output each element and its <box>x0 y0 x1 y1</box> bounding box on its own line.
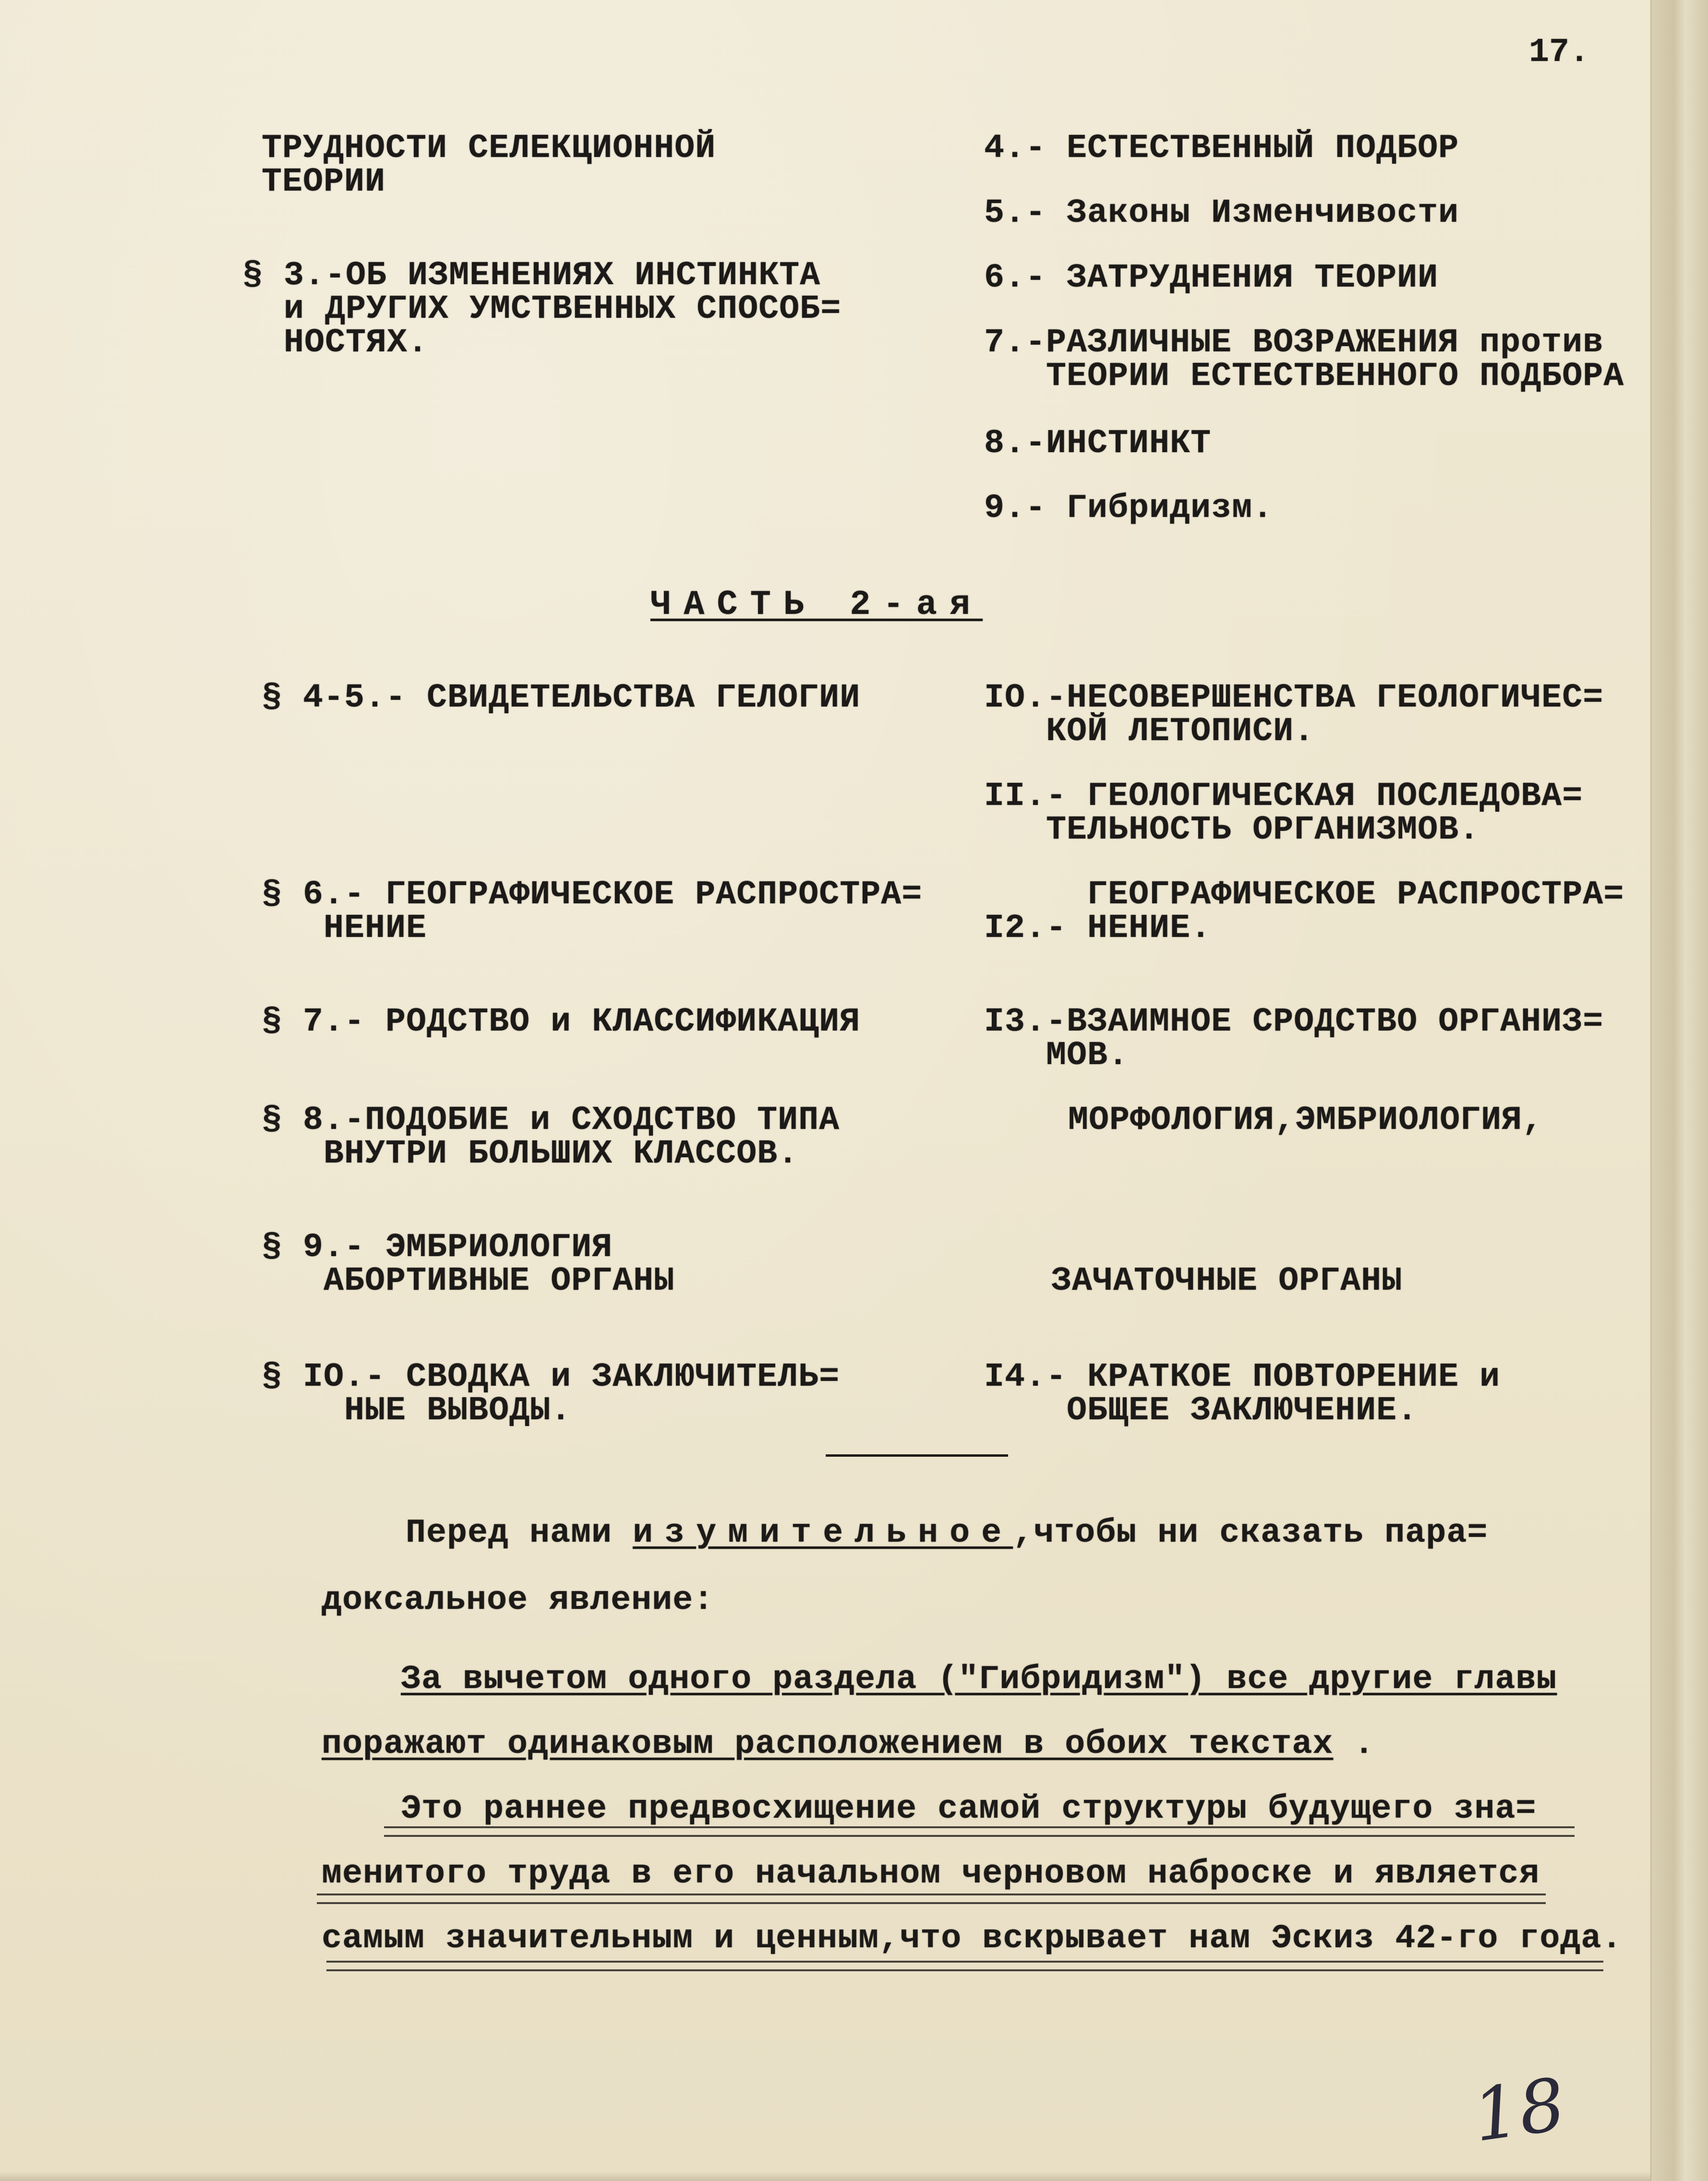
underlined-line-2-tail: . <box>1333 1726 1375 1763</box>
binding-edge <box>1650 0 1708 2181</box>
right-entry-5: 8.-ИНСТИНКТ <box>984 425 1212 463</box>
intro-emphasis: изумительное <box>633 1514 1013 1552</box>
intro-line-2: доксальное явление: <box>322 1582 714 1619</box>
intro-line-1 <box>406 1514 1488 1552</box>
right-entry-1: 4.- ЕСТЕСТВЕННЫЙ ПОДБОР <box>984 130 1459 168</box>
right-entry-12: ЗАЧАТОЧНЫЕ ОРГАНЫ <box>1051 1262 1403 1300</box>
left-entry-8-line-2: НЫЕ ВЫВОДЫ. <box>262 1392 572 1430</box>
right-entry-8-line-2: ТЕЛЬНОСТЬ ОРГАНИЗМОВ. <box>984 811 1480 849</box>
conclusion-double-underline-3 <box>326 1961 1603 1971</box>
conclusion-double-underline-2 <box>317 1893 1546 1904</box>
right-entry-8-line-1: II.- ГЕОЛОГИЧЕСКАЯ ПОСЛЕДОВА= <box>984 778 1583 815</box>
underlined-line-2 <box>322 1728 1374 1762</box>
right-entry-7-line-1: IO.-НЕСОВЕРШЕНСТВА ГЕОЛОГИЧЕС= <box>984 679 1604 717</box>
right-entry-3: 6.- ЗАТРУДНЕНИЯ ТЕОРИИ <box>984 259 1439 297</box>
left-entry-7-line-1: § 9.- ЭМБРИОЛОГИЯ <box>262 1229 613 1267</box>
left-entry-2-line-3: НОСТЯХ. <box>242 324 429 362</box>
left-entry-2-line-1: § 3.-ОБ ИЗМЕНЕНИЯХ ИНСТИНКТА <box>242 257 821 295</box>
left-entry-3-line-1: § 4-5.- СВИДЕТЕЛЬСТВА ГЕЛОГИИ <box>262 679 861 717</box>
right-entry-6: 9.- Гибридизм. <box>984 490 1274 527</box>
left-entry-4-line-2: НЕНИЕ <box>262 910 427 947</box>
right-entry-13-line-1: I4.- КРАТКОЕ ПОВТОРЕНИЕ и <box>984 1358 1501 1396</box>
page-number: 17. <box>1529 34 1590 72</box>
left-entry-1-line-1: ТРУДНОСТИ СЕЛЕКЦИОННОЙ <box>262 130 716 168</box>
right-entry-9-line-1: ГЕОГРАФИЧЕСКОЕ РАСПРОСТРА= <box>984 876 1624 914</box>
conclusion-line-3: самым значительным и ценным,что вскрывает нам Эскиз 42-го года. <box>322 1920 1623 1958</box>
separator-rule <box>826 1454 1008 1457</box>
underlined-line-1: За вычетом одного раздела ("Гибридизм") все другие главы <box>401 1661 1557 1699</box>
left-entry-8-line-1: § IO.- СВОДКА и ЗАКЛЮЧИТЕЛЬ= <box>262 1358 840 1396</box>
left-entry-4-line-1: § 6.- ГЕОГРАФИЧЕСКОЕ РАСПРОСТРА= <box>262 876 923 914</box>
left-entry-5-line-1: § 7.- РОДСТВО и КЛАССИФИКАЦИЯ <box>262 1003 861 1041</box>
page-bottom-shadow <box>0 2171 1651 2181</box>
intro-prefix: Перед нами <box>406 1514 633 1552</box>
left-entry-6-line-2: ВНУТРИ БОЛЬШИХ КЛАССОВ. <box>262 1135 799 1173</box>
right-entry-4-line-2: ТЕОРИИ ЕСТЕСТВЕННОГО ПОДБОРА <box>984 358 1624 395</box>
right-entry-13-line-2: ОБЩЕЕ ЗАКЛЮЧЕНИЕ. <box>984 1392 1418 1430</box>
left-entry-7-line-2: АБОРТИВНЫЕ ОРГАНЫ <box>262 1262 675 1300</box>
right-entry-11: МОРФОЛОГИЯ,ЭМБРИОЛОГИЯ, <box>1068 1102 1543 1139</box>
right-entry-9-line-2: I2.- НЕНИЕ. <box>984 910 1212 947</box>
right-entry-10-line-1: I3.-ВЗАИМНОЕ СРОДСТВО ОРГАНИЗ= <box>984 1003 1604 1041</box>
left-entry-2-line-2: и ДРУГИХ УМСТВЕННЫХ СПОСОБ= <box>242 290 842 328</box>
left-entry-1-line-2: ТЕОРИИ <box>262 163 386 201</box>
intro-suffix: ,чтобы ни сказать пара= <box>1013 1514 1488 1552</box>
conclusion-line-1: Это раннее предвосхищение самой структуры будущего зна= <box>401 1790 1537 1828</box>
right-entry-4-line-1: 7.-РАЗЛИЧНЫЕ ВОЗРАЖЕНИЯ против <box>984 324 1604 362</box>
archive-folio-handwritten: 18 <box>1467 2062 1571 2158</box>
conclusion-double-underline-1 <box>384 1826 1575 1837</box>
right-entry-10-line-2: МОВ. <box>984 1037 1129 1075</box>
right-entry-2: 5.- Законы Изменчивости <box>984 194 1459 232</box>
right-entry-7-line-2: КОЙ ЛЕТОПИСИ. <box>984 713 1315 751</box>
part-heading: ЧАСТЬ 2-ая <box>650 585 983 624</box>
conclusion-line-2: менитого труда в его начальном черновом наброске и является <box>322 1855 1540 1893</box>
left-entry-6-line-1: § 8.-ПОДОБИЕ и СХОДСТВО ТИПА <box>262 1102 840 1139</box>
underlined-line-2-text: поражают одинаковым расположением в обоих текстах <box>322 1726 1334 1763</box>
